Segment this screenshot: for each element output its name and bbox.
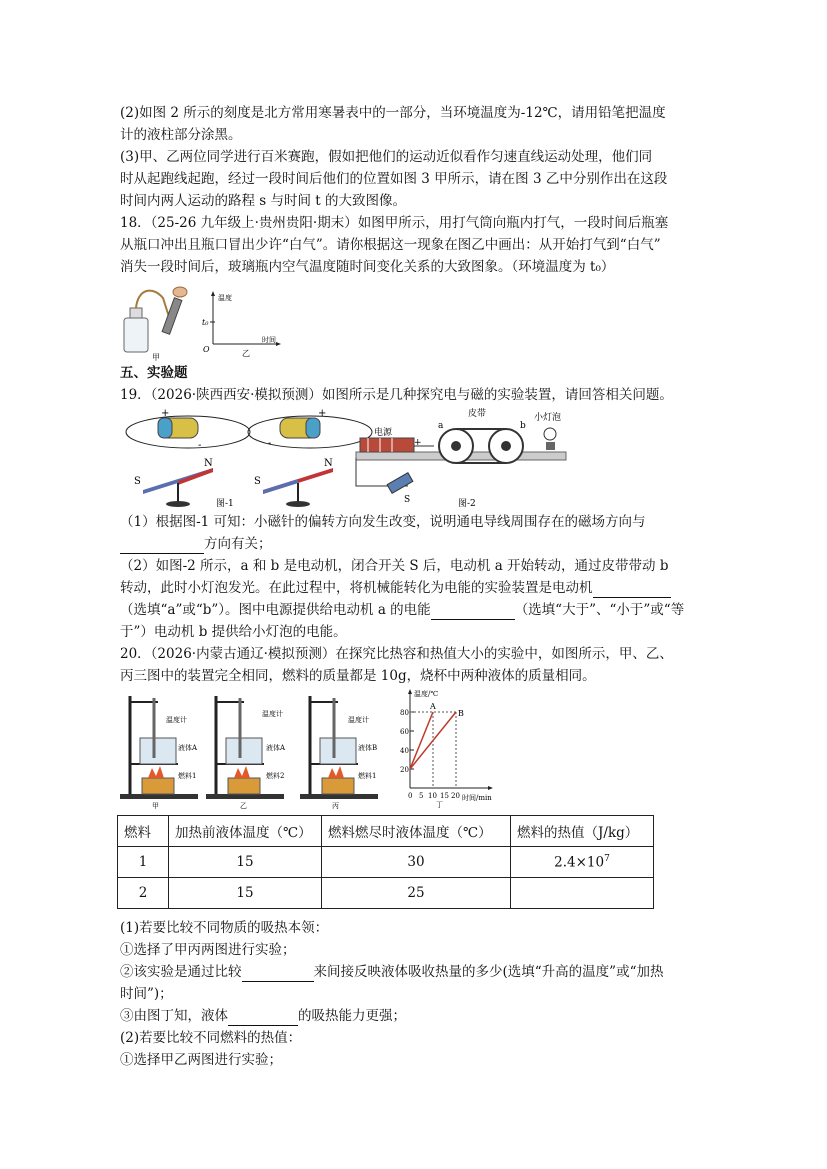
answer-blank-5[interactable] xyxy=(228,1009,298,1026)
table-cell: 15 xyxy=(169,847,322,878)
xtick-5: 5 xyxy=(419,792,424,800)
table-cell-empty[interactable] xyxy=(511,878,654,909)
ytick-80: 80 xyxy=(400,709,409,717)
fig-label-yi: 乙 xyxy=(242,349,250,358)
graph-ding xyxy=(408,689,493,790)
fig2-a-label: a xyxy=(438,421,444,431)
q19-p1-text1: （1）根据图-1 可知：小磁针的偏转方向发生改变，说明通电导线周围存在的磁场方向与 xyxy=(120,514,646,530)
table-cell: 30 xyxy=(322,847,511,878)
answer-blank-4[interactable] xyxy=(242,965,314,982)
table-header: 燃料的热值（J/kg） xyxy=(511,816,654,847)
q19-p1-line2 xyxy=(120,534,272,554)
q19-p1-text2: 方向有关； xyxy=(204,536,272,552)
q17-p3-line3: 时间内两人运动的路程 s 与时间 t 的大致图像。 xyxy=(120,193,407,209)
q20-q1-text4: 来间接反映液体吸收热量的多少(选填“升高的温度”或“加热 xyxy=(313,964,664,980)
ytick-40: 40 xyxy=(400,747,409,755)
q20-intro-line1: 20．（2026·内蒙古通辽·模拟预测）在探究比热容和热值大小的实验中，如图所示，甲、乙、 xyxy=(120,646,673,662)
xtick-20: 20 xyxy=(451,792,460,800)
fig1-right-n: N xyxy=(324,458,333,469)
fig1-right-setup xyxy=(248,416,372,507)
fig1-left-s: S xyxy=(134,476,141,487)
table-row xyxy=(118,847,654,878)
q18-line2: 从瓶口冲出且瓶口冒出少许“白气”。请你根据这一现象在图乙中画出：从开始打气到“白气” xyxy=(120,237,661,253)
section-heading: 五、实验题 xyxy=(120,365,188,381)
yi-fuel-label: 燃料2 xyxy=(266,772,285,780)
yi-liquid-label: 液体A xyxy=(266,744,286,752)
table-header: 燃料 xyxy=(118,816,169,847)
fig2-belt-label: 皮带 xyxy=(468,409,487,419)
q19-p2-text3: （选填“a”或“b”）。图中电源提供给电动机 a 的电能 xyxy=(120,602,431,618)
q18-figure xyxy=(118,280,288,362)
table-header-row xyxy=(118,816,654,847)
jia-liquid-label: 液体A xyxy=(178,744,198,752)
q18-line1: 18．（25-26 九年级上·贵州贵阳·期末）如图甲所示，用打气筒向瓶内打气，一段时间后瓶塞 xyxy=(120,215,669,231)
fig1-caption: 图-1 xyxy=(216,499,234,509)
fig1-left-minus: - xyxy=(198,440,202,451)
q20-q2-line1: (2)若要比较不同燃料的热值： xyxy=(120,1030,302,1046)
origin-label: O xyxy=(203,345,210,354)
q19-p2-line2 xyxy=(120,578,671,598)
q19-p2-line3 xyxy=(120,600,684,620)
q19-p2-line4: 于”）电动机 b 提供给小灯泡的电能。 xyxy=(120,624,347,640)
t0-label: t₀ xyxy=(202,318,209,327)
x-axis-label: 时间 xyxy=(262,336,276,344)
q17-p3-line2: 时从起跑线起跑，经过一段时间后他们的位置如图 3 甲所示，请在图 3 乙中分别作出在这段 xyxy=(120,171,668,187)
fig2-caption: 图-2 xyxy=(458,499,476,509)
q20-q2-line2: ①选择甲乙两图进行实验； xyxy=(120,1052,282,1068)
fig1-right-plus: + xyxy=(318,408,327,419)
y-axis-label: 温度 xyxy=(218,294,232,302)
fig2-bulb-label: 小灯泡 xyxy=(534,413,562,423)
heat-exponent: 7 xyxy=(604,853,610,864)
q20-q1-line5 xyxy=(120,1006,406,1026)
ytick-20: 20 xyxy=(400,766,409,774)
jia-thermo-label: 温度计 xyxy=(166,716,187,724)
yi-caption: 乙 xyxy=(240,802,247,810)
q20-q1-line2: ①选择了甲丙两图进行实验； xyxy=(120,942,296,958)
table-cell xyxy=(511,847,654,878)
answer-blank-2[interactable] xyxy=(593,581,671,598)
yi-thermo-label: 温度计 xyxy=(262,710,283,718)
table-header: 加热前液体温度（℃） xyxy=(169,816,322,847)
bing-thermo-label: 温度计 xyxy=(348,716,369,724)
bing-liquid-label: 液体B xyxy=(358,744,378,752)
q19-p1-line1 xyxy=(120,512,646,532)
fig1-right-minus: - xyxy=(268,438,272,449)
table-cell: 25 xyxy=(322,878,511,909)
fig2-switch-label: S xyxy=(404,495,411,505)
q20-q1-text6: ③由图丁知，液体 xyxy=(120,1008,228,1024)
answer-blank-3[interactable] xyxy=(431,603,515,620)
q18-line3: 消失一段时间后，玻璃瓶内空气温度随时间变化关系的大致图象。（环境温度为 t₀） xyxy=(120,259,615,275)
fig-label-jia: 甲 xyxy=(152,353,160,362)
q19-p2-text4: （选填“大于”、“小于”或“等 xyxy=(514,602,685,618)
q20-q1-text3: ②该实验是通过比较 xyxy=(120,964,242,980)
xtick-0: 0 xyxy=(408,792,413,800)
xtick-10: 10 xyxy=(428,792,437,800)
bing-fuel-label: 燃料1 xyxy=(358,772,377,780)
table-cell: 2 xyxy=(118,878,169,909)
q19-figure xyxy=(118,406,578,510)
table-header: 燃料燃尽时液体温度（℃） xyxy=(322,816,511,847)
fig2-power-label: 电源 xyxy=(374,428,393,438)
q19-p2-text2: 转动，此时小灯泡发光。在此过程中，将机械能转化为电能的实验装置是电动机 xyxy=(120,580,593,596)
fig1-right-s: S xyxy=(254,476,261,487)
graph-xlabel: 时间/min xyxy=(462,794,492,802)
jia-fuel-label: 燃料1 xyxy=(178,772,197,780)
q20-q1-line4: 时间”)； xyxy=(120,986,173,1002)
ytick-60: 60 xyxy=(400,728,409,736)
q20-figure xyxy=(118,688,518,810)
q19-intro: 19．（2026·陕西西安·模拟预测）如图所示是几种探究电与磁的实验装置，请回答相关问题。 xyxy=(120,387,673,403)
xtick-15: 15 xyxy=(440,792,449,800)
pump-bottle-illustration xyxy=(124,287,187,352)
table-cell: 15 xyxy=(169,878,322,909)
answer-blank-1[interactable] xyxy=(120,537,204,554)
q20-q1-text7: 的吸热能力更强； xyxy=(298,1008,406,1024)
q20-intro-line2: 丙三图中的装置完全相同，燃料的质量都是 10g，烧杯中两种液体的质量相同。 xyxy=(120,668,596,684)
fuel-data-table xyxy=(117,815,654,909)
table-cell: 1 xyxy=(118,847,169,878)
q20-q1-line1: (1)若要比较不同物质的吸热本领： xyxy=(120,920,329,936)
q17-p2-line2: 计的液柱部分涂黑。 xyxy=(120,127,242,143)
graph-ylabel: 温度/℃ xyxy=(414,690,439,698)
heat-value: 2.4×10 xyxy=(554,854,605,871)
fig2-plus: + xyxy=(414,438,422,448)
q17-p3-line1: (3)甲、乙两位同学进行百米赛跑，假如把他们的运动近似看作匀速直线运动处理，他们同 xyxy=(120,149,653,165)
q19-p2-line1: （2）如图-2 所示，a 和 b 是电动机，闭合开关 S 后，电动机 a 开始转动，通过皮带带动 b xyxy=(120,558,669,574)
q17-p2-line1: (2)如图 2 所示的刻度是北方常用寒暑表中的一部分，当环境温度为-12℃，请用铅笔把温度 xyxy=(120,105,666,121)
fig1-left-plus: + xyxy=(161,408,170,419)
fig1-left-setup xyxy=(126,416,250,507)
fig2-b-label: b xyxy=(520,421,526,431)
graph-caption: 丁 xyxy=(436,801,443,809)
fig1-left-n: N xyxy=(204,458,213,469)
graph-point-a: A xyxy=(430,702,436,711)
table-row xyxy=(118,878,654,909)
bing-caption: 丙 xyxy=(332,802,339,810)
q20-q1-line3 xyxy=(120,962,663,982)
jia-caption: 甲 xyxy=(152,802,159,810)
graph-point-b: B xyxy=(458,709,464,718)
